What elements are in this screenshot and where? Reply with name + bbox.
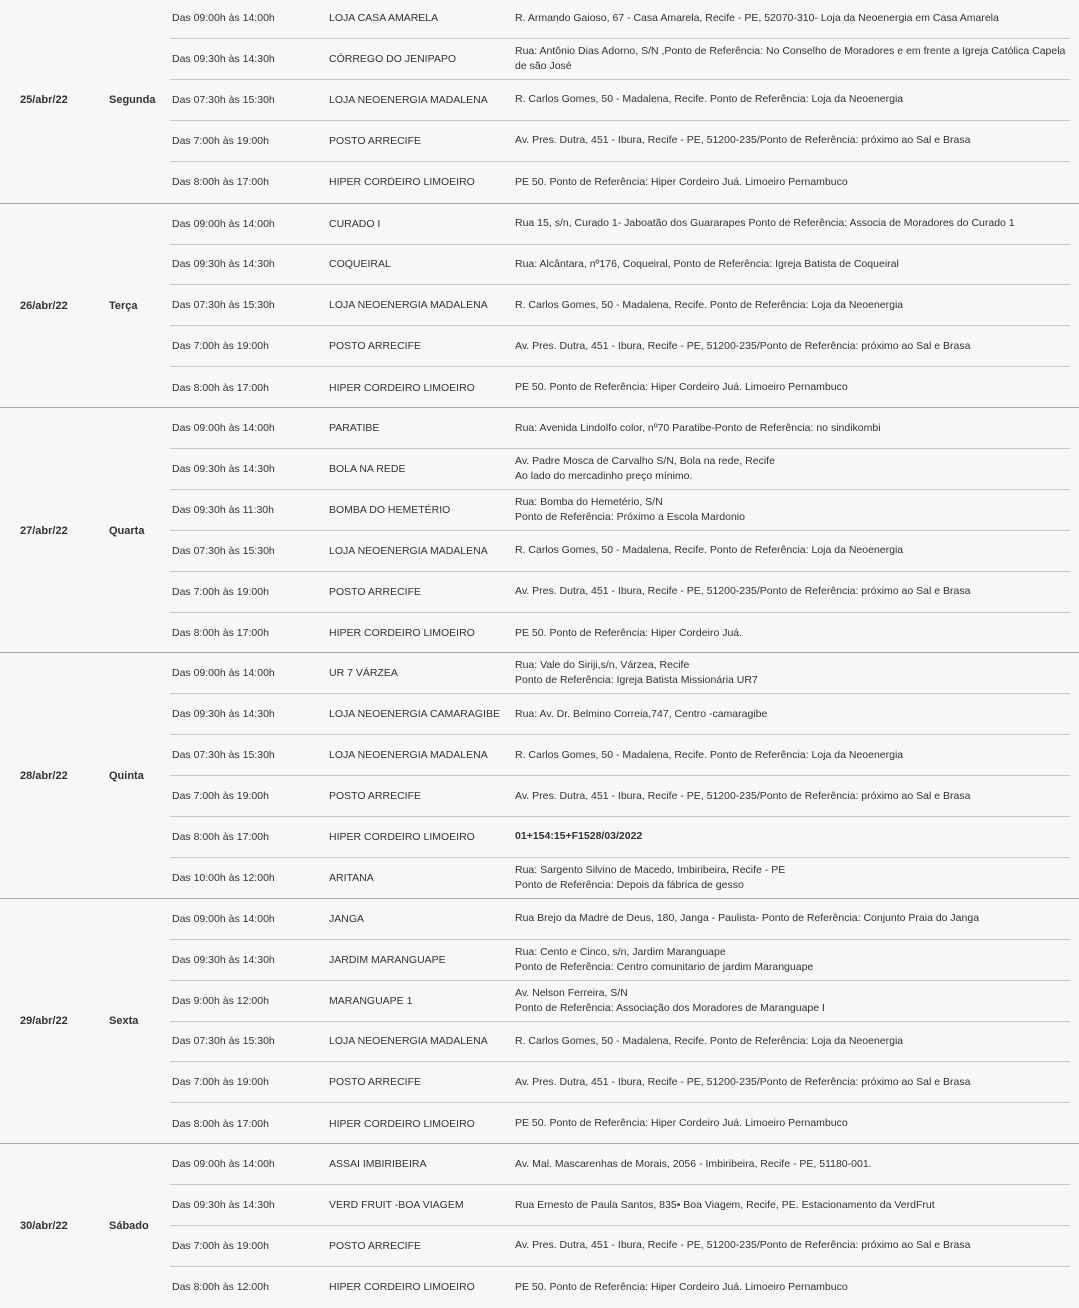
table-row: [170, 80, 1070, 121]
address-cell: Av. Pres. Dutra, 451 - Ibura, Recife - PE, 51200-235/Ponto de Referência: próximo ao Sal e Brasa: [515, 585, 971, 598]
address-cell: R. Armando Gaioso, 67 - Casa Amarela, Recife - PE, 52070-310- Loja da Neoenergia em Casa Amarela: [515, 11, 999, 24]
table-row: [170, 940, 1070, 981]
time-cell: Das 07:30h às 15:30h: [172, 544, 275, 557]
time-cell: Das 9:00h às 12:00h: [172, 994, 269, 1007]
location-cell: VERD FRUIT -BOA VIAGEM: [329, 1199, 464, 1212]
address-cell: Av. Nelson Ferreira, S/N Ponto de Referência: Associação dos Moradores de Maranguape I: [515, 986, 825, 1014]
table-row: [170, 162, 1070, 203]
location-cell: JANGA: [329, 912, 365, 925]
address-cell: Rua: Av. Dr. Belmino Correia,747, Centro -camaragibe: [515, 707, 768, 720]
time-cell: Das 09:00h às 14:00h: [172, 422, 275, 434]
group-date: 30/abr/22: [20, 1219, 68, 1232]
location-cell: POSTO ARRECIFE: [329, 134, 421, 147]
table-row: [170, 694, 1070, 735]
time-cell: Das 09:00h às 14:00h: [172, 1158, 275, 1171]
group-weekday: Segunda: [109, 94, 156, 107]
time-cell: Das 8:00h às 17:00h: [172, 176, 269, 189]
location-cell: MARANGUAPE 1: [329, 994, 413, 1007]
table-row: [170, 817, 1070, 858]
address-cell: Av. Pres. Dutra, 451 - Ibura, Recife - PE, 51200-235/Ponto de Referência: próximo ao Sal e Brasa: [515, 1075, 971, 1088]
address-cell: Rua: Antônio Dias Adorno, S/N ,Ponto de Referência: No Conselho de Moradores e em frente a Igreja Católica Capela de são José: [515, 44, 1066, 72]
time-cell: Das 09:30h às 14:30h: [172, 1199, 275, 1212]
time-cell: Das 07:30h às 15:30h: [172, 1035, 275, 1048]
location-cell: HIPER CORDEIRO LIMOEIRO: [329, 1281, 475, 1294]
table-row: [170, 613, 1070, 654]
location-cell: ASSAI IMBIRIBEIRA: [329, 1158, 427, 1171]
time-cell: Das 7:00h às 19:00h: [172, 134, 269, 147]
day-group: [0, 203, 1079, 409]
address-cell: Rua: Vale do Siriji,s/n, Várzea, Recife Ponto de Referência: Igreja Batista Missionária UR7: [515, 659, 758, 687]
day-group: [0, 407, 1079, 653]
address-cell: R. Carlos Gomes, 50 - Madalena, Recife. Ponto de Referência: Loja da Neoenergia: [515, 748, 904, 761]
time-cell: Das 10:00h às 12:00h: [172, 872, 275, 885]
time-cell: Das 09:00h às 14:00h: [172, 12, 275, 24]
time-cell: Das 09:00h às 14:00h: [172, 667, 275, 680]
address-cell: Av. Pres. Dutra, 451 - Ibura, Recife - PE, 51200-235/Ponto de Referência: próximo ao Sal e Brasa: [515, 789, 971, 802]
table-row: [170, 204, 1070, 245]
address-cell: Rua Ernesto de Paula Santos, 835• Boa Viagem, Recife, PE. Estacionamento da VerdFrut: [515, 1198, 935, 1211]
time-cell: Das 8:00h às 17:00h: [172, 1117, 269, 1130]
day-group: [0, 652, 1079, 898]
location-cell: LOJA NEOENERGIA MADALENA: [329, 299, 488, 312]
location-cell: HIPER CORDEIRO LIMOEIRO: [329, 176, 475, 189]
address-cell: Rua: Bomba do Hemetério, S/N Ponto de Referência: Próximo a Escola Mardonio: [515, 495, 745, 523]
time-cell: Das 09:30h às 14:30h: [172, 708, 275, 721]
group-date: 26/abr/22: [20, 299, 68, 312]
table-row: [170, 408, 1070, 449]
group-weekday: Sábado: [109, 1219, 149, 1232]
table-row: [170, 1144, 1070, 1185]
time-cell: Das 7:00h às 19:00h: [172, 340, 269, 353]
location-cell: HIPER CORDEIRO LIMOEIRO: [329, 1117, 475, 1130]
address-cell: Av. Mal. Mascarenhas de Morais, 2056 - Imbiribeira, Recife - PE, 51180-001.: [515, 1157, 872, 1170]
location-cell: POSTO ARRECIFE: [329, 1239, 421, 1252]
address-cell: PE 50. Ponto de Referência: Hiper Cordeiro Juá. Limoeiro Pernambuco: [515, 175, 848, 188]
time-cell: Das 09:30h às 14:30h: [172, 52, 275, 65]
time-cell: Das 7:00h às 19:00h: [172, 790, 269, 803]
table-row: [170, 1062, 1070, 1103]
table-row: [170, 1267, 1070, 1308]
address-cell: Rua: Alcântara, nº176, Coqueiral, Ponto de Referência: Igreja Batista de Coqueiral: [515, 257, 899, 270]
time-cell: Das 07:30h às 15:30h: [172, 93, 275, 106]
address-cell: PE 50. Ponto de Referência: Hiper Cordeiro Juá. Limoeiro Pernambuco: [515, 1117, 848, 1130]
address-cell: Rua: Sargento Silvino de Macedo, Imbiribeira, Recife - PE Ponto de Referência: Depois da fábrica de gesso: [515, 864, 786, 892]
table-row: [170, 1103, 1070, 1144]
table-row: [170, 0, 1070, 39]
table-row: [170, 1226, 1070, 1267]
location-cell: CURADO I: [329, 217, 381, 230]
time-cell: Das 7:00h às 19:00h: [172, 585, 269, 598]
group-date: 29/abr/22: [20, 1015, 68, 1028]
location-cell: LOJA NEOENERGIA MADALENA: [329, 93, 488, 106]
time-cell: Das 09:30h às 14:30h: [172, 258, 275, 271]
address-cell: Rua: Avenida Lindolfo color, nº70 Paratibe-Ponto de Referência: no sindikombi: [515, 421, 881, 434]
location-cell: BOMBA DO HEMETÉRIO: [329, 503, 451, 516]
location-cell: PARATIBE: [329, 422, 380, 434]
address-cell: R. Carlos Gomes, 50 - Madalena, Recife. Ponto de Referência: Loja da Neoenergia: [515, 1034, 904, 1047]
address-cell: R. Carlos Gomes, 50 - Madalena, Recife. Ponto de Referência: Loja da Neoenergia: [515, 544, 904, 557]
time-cell: Das 07:30h às 15:30h: [172, 299, 275, 312]
time-cell: Das 09:00h às 14:00h: [172, 217, 275, 230]
location-cell: HIPER CORDEIRO LIMOEIRO: [329, 381, 475, 394]
location-cell: UR 7 VÁRZEA: [329, 667, 398, 680]
time-cell: Das 09:30h às 11:30h: [172, 503, 274, 516]
address-cell: PE 50. Ponto de Referência: Hiper Cordeiro Juá.: [515, 626, 743, 639]
table-row: [170, 244, 1070, 285]
table-row: [170, 1185, 1070, 1226]
address-cell: Av. Pres. Dutra, 451 - Ibura, Recife - PE, 51200-235/Ponto de Referência: próximo ao Sal e Brasa: [515, 1239, 971, 1252]
location-cell: POSTO ARRECIFE: [329, 585, 421, 598]
address-cell: Rua: Cento e Cinco, s/n, Jardim Maranguape Ponto de Referência: Centro comunitario de jardim Maranguape: [515, 945, 814, 973]
location-cell: JARDIM MARANGUAPE: [329, 953, 446, 966]
location-cell: COQUEIRAL: [329, 258, 391, 271]
table-row: [170, 39, 1070, 80]
address-cell: R. Carlos Gomes, 50 - Madalena, Recife. Ponto de Referência: Loja da Neoenergia: [515, 93, 904, 106]
location-cell: POSTO ARRECIFE: [329, 790, 421, 803]
group-weekday: Terça: [109, 299, 138, 312]
location-cell: LOJA NEOENERGIA CAMARAGIBE: [329, 708, 500, 721]
time-cell: Das 09:30h às 14:30h: [172, 953, 275, 966]
address-cell: Rua Brejo da Madre de Deus, 180, Janga - Paulista- Ponto de Referência: Conjunto Praia do Janga: [515, 912, 980, 925]
day-group: [0, 0, 1079, 203]
location-cell: CÓRREGO DO JENIPAPO: [329, 52, 456, 65]
location-cell: LOJA NEOENERGIA MADALENA: [329, 749, 488, 762]
time-cell: Das 07:30h às 15:30h: [172, 749, 275, 762]
address-cell: Av. Pres. Dutra, 451 - Ibura, Recife - PE, 51200-235/Ponto de Referência: próximo ao Sal e Brasa: [515, 339, 971, 352]
location-cell: ARITANA: [329, 872, 374, 885]
table-row: [170, 367, 1070, 408]
location-cell: HIPER CORDEIRO LIMOEIRO: [329, 830, 475, 843]
time-cell: Das 09:30h às 14:30h: [172, 462, 275, 475]
table-row: [170, 531, 1070, 572]
location-cell: LOJA NEOENERGIA MADALENA: [329, 544, 488, 557]
group-date: 27/abr/22: [20, 524, 68, 537]
table-row: [170, 1021, 1070, 1062]
day-group: [0, 1143, 1079, 1308]
time-cell: Das 8:00h às 17:00h: [172, 830, 269, 843]
group-weekday: Quinta: [109, 770, 144, 783]
address-cell: Av. Padre Mosca de Carvalho S/N, Bola na rede, Recife Ao lado do mercadinho preço mínimo.: [515, 454, 775, 482]
table-row: [170, 490, 1070, 531]
time-cell: Das 7:00h às 19:00h: [172, 1076, 269, 1089]
address-cell: Rua 15, s/n, Curado 1- Jaboatão dos Guararapes Ponto de Referência: Associa de Moradores do Curado 1: [515, 217, 1015, 229]
location-cell: POSTO ARRECIFE: [329, 1076, 421, 1089]
location-cell: POSTO ARRECIFE: [329, 340, 421, 353]
day-group: [0, 898, 1079, 1144]
time-cell: Das 8:00h às 17:00h: [172, 381, 269, 394]
address-cell: Av. Pres. Dutra, 451 - Ibura, Recife - PE, 51200-235/Ponto de Referência: próximo ao Sal e Brasa: [515, 134, 971, 147]
time-cell: Das 8:00h às 17:00h: [172, 627, 269, 639]
group-weekday: Quarta: [109, 524, 145, 537]
location-cell: LOJA NEOENERGIA MADALENA: [329, 1035, 488, 1048]
table-row: [170, 449, 1070, 490]
group-date: 28/abr/22: [20, 770, 68, 783]
table-row: [170, 285, 1070, 326]
location-cell: HIPER CORDEIRO LIMOEIRO: [329, 627, 475, 639]
table-row: [170, 858, 1070, 899]
table-row: [170, 981, 1070, 1022]
time-cell: Das 09:00h às 14:00h: [172, 912, 275, 925]
address-cell: 01+154:15+F1528/03/2022: [515, 830, 643, 843]
location-cell: LOJA CASA AMARELA: [329, 12, 439, 24]
table-row: [170, 735, 1070, 776]
table-row: [170, 121, 1070, 162]
table-row: [170, 899, 1070, 940]
group-weekday: Sexta: [109, 1015, 139, 1028]
time-cell: Das 7:00h às 19:00h: [172, 1239, 269, 1252]
address-cell: R. Carlos Gomes, 50 - Madalena, Recife. Ponto de Referência: Loja da Neoenergia: [515, 298, 904, 311]
table-row: [170, 572, 1070, 613]
address-cell: PE 50. Ponto de Referência: Hiper Cordeiro Juá. Limoeiro Pernambuco: [515, 381, 848, 394]
table-row: [170, 653, 1070, 694]
table-row: [170, 776, 1070, 817]
group-date: 25/abr/22: [20, 94, 68, 107]
location-cell: BOLA NA REDE: [329, 462, 406, 475]
address-cell: PE 50. Ponto de Referência: Hiper Cordeiro Juá. Limoeiro Pernambuco: [515, 1280, 848, 1293]
time-cell: Das 8:00h às 12:00h: [172, 1281, 269, 1294]
table-row: [170, 326, 1070, 367]
